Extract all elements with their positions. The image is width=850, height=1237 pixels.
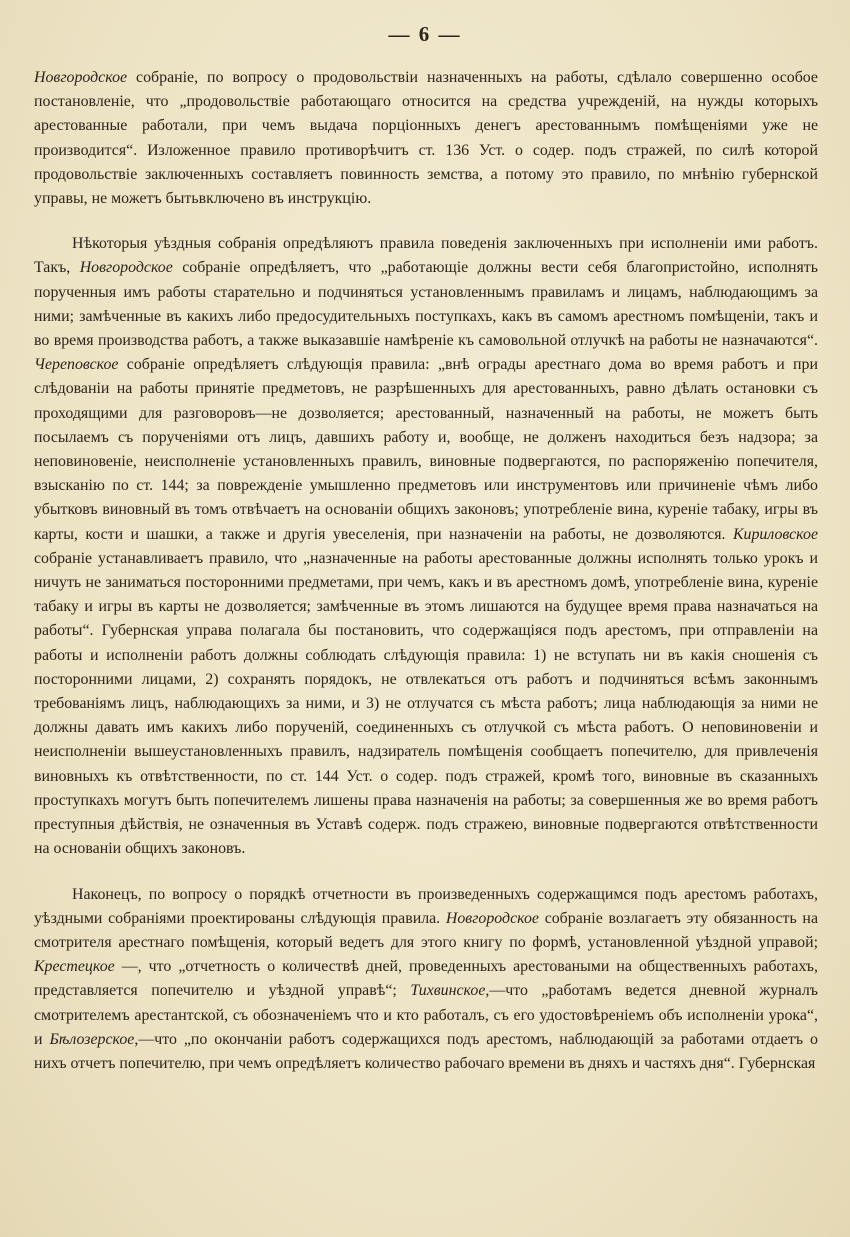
page-number: — 6 — xyxy=(388,22,462,46)
place-name: Крестецкое xyxy=(34,958,115,976)
paragraph xyxy=(34,883,818,1077)
place-name: Кириловское xyxy=(732,525,818,543)
place-name: Бѣлозерское xyxy=(49,1030,135,1048)
paragraph xyxy=(34,66,818,211)
text-run: ,—что „по окончаніи работъ содержащихся подъ арестомъ, наблюдающій за работами отдаетъ о нихъ отчетъ попечителю, при чемъ опредѣляетъ количество рабочаго времени въ дняхъ и частяхъ дня“. Губернская xyxy=(34,1030,818,1072)
text-run: Нѣкоторыя уѣздныя собранія опредѣляютъ правила поведенія заключенныхъ при исполненіи ими работъ. Такъ, xyxy=(34,235,818,277)
text-run: собраніе опредѣляетъ, что „работающіе должны вести себя благопристойно, исполнять порученныя имъ работы старательно и подчиняться установленнымъ правиламъ и лицамъ, наблюдающимъ за ними; замѣченные въ какихъ либо предосудительныхъ поступкахъ, какъ въ самомъ арестномъ помѣщеніи, такъ и во время производства работъ, а также выказавшіе намѣреніе къ самовольной отлучкѣ на работы не назначаются“. xyxy=(34,259,818,350)
text-body xyxy=(34,66,818,1097)
paragraph xyxy=(34,232,818,861)
text-run: Наконецъ, по вопросу о порядкѣ отчетности въ произведенныхъ содержащимся подъ арестомъ работахъ, уѣздными собраніями проектированы слѣдующія правила. xyxy=(34,885,818,927)
place-name: Череповское xyxy=(34,356,119,374)
place-name: Новгородское xyxy=(79,259,173,277)
place-name: Новгородское xyxy=(445,909,539,927)
place-name: Тихвинское xyxy=(410,982,486,1000)
text-run: собраніе устанавливаетъ правило, что „назначенные на работы арестованные должны исполнять только урокъ и ничуть не заниматься посторонними предметами, при чемъ, какъ и въ арестномъ домѣ, употребленіе вина, куреніе табаку и игры въ карты не дозволяется; замѣченные въ этомъ лишаются на будущее время права назначаться на работы“. Губернская управа полагала бы постановить, что содержащіяся подъ арестомъ, при отправленіи на работы и исполненіи работъ должны соблюдать слѣдующія правила: 1) не вступать ни въ какія сношенія съ посторонними лицами, 2) сохранять порядокъ, не отвлекаться отъ работъ и подчиняться всѣмъ законнымъ требованіямъ лицъ, наблюдающихъ за ними, и 3) не отлучатся съ мѣста работъ; лица наблюдающія за ними не должны давать имъ какихъ либо порученій, соединенныхъ съ отлучкой съ мѣста работъ. О неповиновеніи и неисполненіи вышеустановленныхъ правилъ, надзиратель помѣщенія сообщаетъ попечителю, для привлеченія виновныхъ къ отвѣтственности, по ст. 144 Уст. о содер. подъ стражей, кромѣ того, виновные въ сказанныхъ проступкахъ могутъ быть попечителемъ лишены права назначенія на работы; за совершенныя же во время работъ преступныя дѣйствія, не означенныя въ Уставѣ содерж. подъ стражею, виновные подвергаются отвѣтственности на основаніи общихъ законовъ. xyxy=(34,549,818,858)
text-run: собраніе опредѣляетъ слѣдующія правила: „внѣ ограды арестнаго дома во время работъ и при слѣдованіи на работы принятіе предметовъ, не разрѣшенныхъ для арестованныхъ, равно дѣлать остановки съ проходящими для разговоровъ—не дозволяется; арестованный, назначенный на работы, не можетъ быть посылаемъ съ порученіями отъ лицъ, давшихъ работу и, вообще, не долженъ находиться безъ надзора; за неповиновеніе, неисполненіе установленныхъ правилъ, виновные подвергаются, по распоряженію попечителя, взысканію по ст. 144; за поврежденіе умышленно предметовъ или инструментовъ или причиненіе чѣмъ либо убытковъ виновный въ томъ отвѣчаетъ на основаніи общихъ законовъ; употребленіе вина, куреніе табаку, игры въ карты, кости и шашки, а также и другія увеселенія, при назначеніи на работы, не дозволяются. xyxy=(34,356,818,543)
text-run: ,—что „работамъ ведется дневной журналъ смотрителемъ арестантской, съ обозначеніемъ что и кто работалъ, съ его удостовѣреніемъ объ исполненіи урока“, и xyxy=(34,982,818,1048)
text-run: собраніе, по вопросу о продовольствіи назначенныхъ на работы, сдѣлало совершенно особое постановленіе, что „продовольствіе работающаго относится на средства учрежденій, на нужды которыхъ арестованные работали, при чемъ выдача порціонныхъ денегъ арестованнымъ помѣщеніями уже не производится“. Изложенное правило противорѣчитъ ст. 136 Уст. о содер. подъ стражей, по силѣ которой продовольствіе заключенныхъ составляетъ повинность земства, а потому это правило, по мнѣнію губернской управы, не можетъ бытьвключено въ инструкцію. xyxy=(34,69,818,208)
place-name: Новгородское xyxy=(34,69,128,86)
text-run: —, что „отчетность о количествѣ дней, проведенныхъ арестоваными на общественныхъ работахъ, представляется попечителю и уѣздной управѣ“; xyxy=(34,958,818,1000)
text-run: собраніе возлагаетъ эту обязанность на смотрителя арестнаго помѣщенія, который ведетъ для этого книгу по формѣ, установленной уѣздной управой; xyxy=(34,909,818,951)
